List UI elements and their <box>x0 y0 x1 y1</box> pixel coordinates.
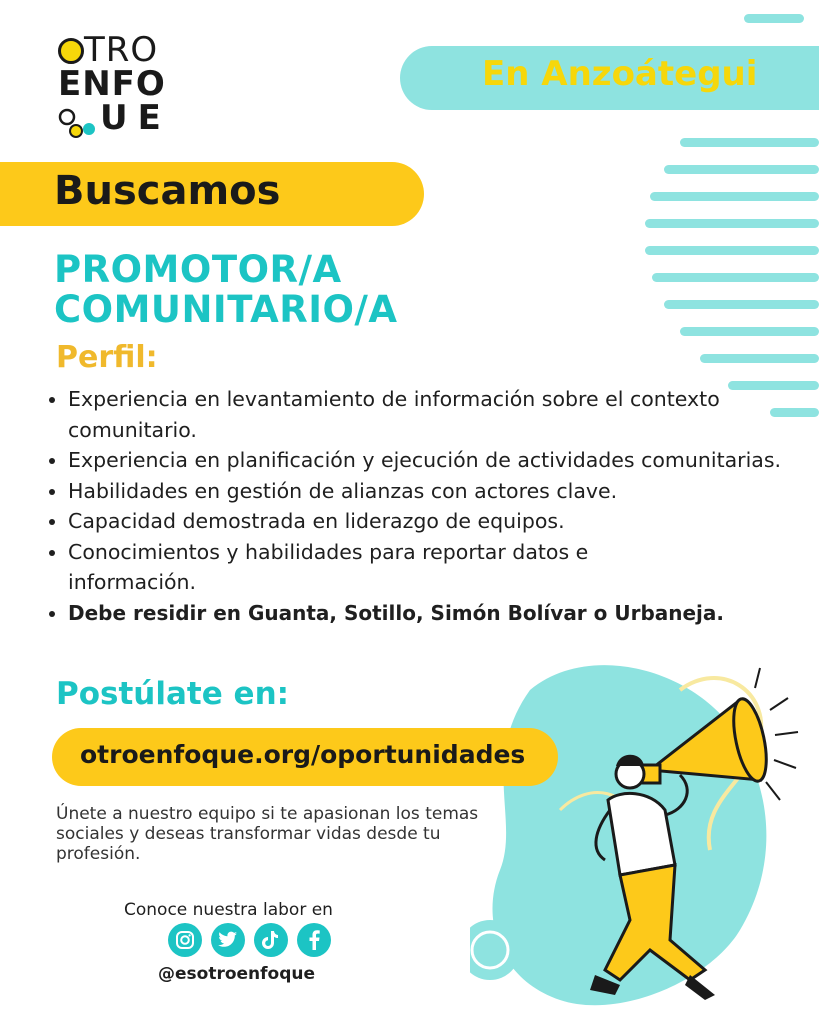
megaphone-person-illustration <box>470 650 819 1024</box>
list-item: Debe residir en Guanta, Sotillo, Simón Bolívar o Urbaneja. <box>46 598 796 629</box>
apply-title: Postúlate en: <box>56 676 290 712</box>
profile-title: Perfil: <box>56 340 158 375</box>
list-item: Capacidad demostrada en liderazgo de equipos. <box>46 506 796 537</box>
otro-enfoque-logo <box>58 30 188 140</box>
invitation-text: Únete a nuestro equipo si te apasionan los temas sociales y deseas transformar vidas desde tu profesión. <box>56 804 479 864</box>
twitter-icon[interactable] <box>211 923 245 957</box>
role-title-line-2: COMUNITARIO/A <box>54 288 398 331</box>
social-intro: Conoce nuestra labor en <box>124 900 333 920</box>
tiktok-icon[interactable] <box>254 923 288 957</box>
social-handle: @esotroenfoque <box>158 964 316 984</box>
profile-list <box>46 384 796 628</box>
logo-line-1: TRO <box>58 30 158 70</box>
logo-yellow-dot <box>58 38 84 64</box>
role-title-line-1: PROMOTOR/A <box>54 248 342 291</box>
logo-circles-icon <box>58 104 96 140</box>
list-item: Conocimientos y habilidades para reportar datos e información. <box>46 537 796 598</box>
list-item: Habilidades en gestión de alianzas con actores clave. <box>46 476 796 507</box>
location-label: En Anzoátegui <box>482 54 758 94</box>
facebook-icon[interactable] <box>297 923 331 957</box>
apply-url-link[interactable]: otroenfoque.org/oportunidades <box>80 740 526 769</box>
logo-text-3: UE <box>100 98 171 138</box>
instagram-icon[interactable] <box>168 923 202 957</box>
logo-line-2: ENFO <box>58 64 166 104</box>
headline: Buscamos <box>54 168 281 214</box>
list-item: Experiencia en levantamiento de información sobre el contexto comunitario. <box>46 384 796 445</box>
list-item: Experiencia en planificación y ejecución de actividades comunitarias. <box>46 445 796 476</box>
logo-line-3 <box>100 98 171 138</box>
